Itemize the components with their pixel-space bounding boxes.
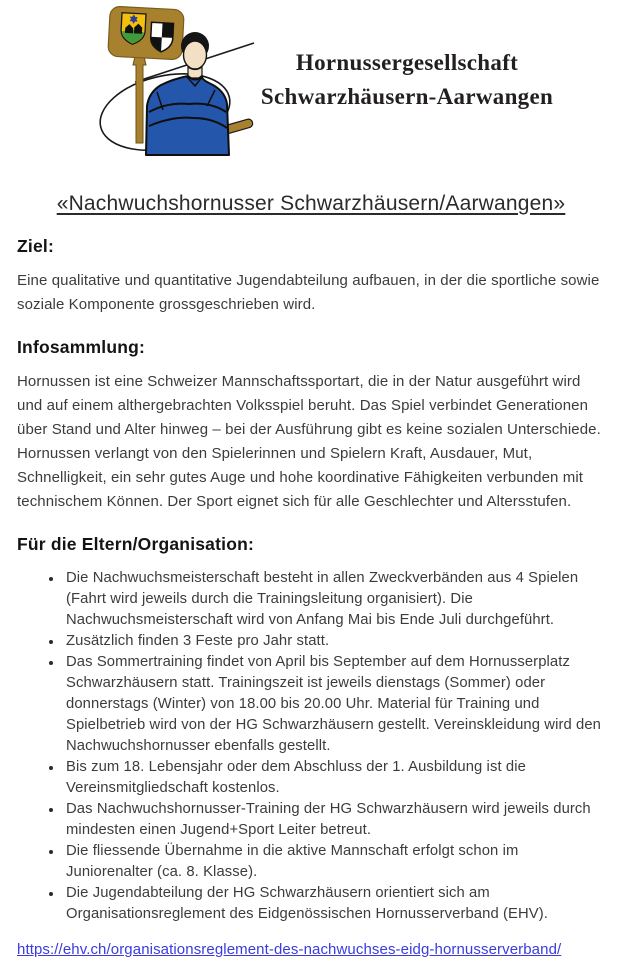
section-heading-eltern: Für die Eltern/Organisation: [17, 534, 255, 554]
ehv-reglement-link[interactable]: https://ehv.ch/organisationsreglement-des-nachwuchses-eidg-hornusserverband/ [17, 941, 562, 958]
club-name-line2: Schwarzhäusern-Aarwangen [260, 84, 554, 109]
bullet-item-6: • Die fliessende Übernahme in die aktive Mannschaft erfolgt schon im Juniorenalter (ca. 8. Klasse). [63, 841, 605, 883]
section-heading-ziel: Ziel: [17, 236, 54, 256]
bullet-item-4: • Bis zum 18. Lebensjahr oder dem Abschluss der 1. Ausbildung ist die Vereinsmitgliedschaft kostenlos. [63, 757, 605, 799]
infosammlung-paragraph: Hornussen ist eine Schweizer Mannschaftssportart, die in der Natur ausgeführt wird und auf einem althergebrachten Volksspiel beruht. Das Spiel verbindet Generationen über Stand und Alter hinweg – bei der Ausführung gibt es keine sozialen Unterschiede. Hornussen verlangt von den Spielerinnen und Spielern Kraft, Ausdauer, Mut, Schnelligkeit, ein sehr gutes Auge und hohe koordinative Fähigkeiten verbunden mit technischem Können. Der Sport eignet sich für alle Geschlechter und Altersstufen. [17, 373, 601, 510]
bullet-item-5: • Das Nachwuchshornusser-Training der HG Schwarzhäusern wird jeweils durch mindesten einen Jugend+Sport Leiter betreut. [63, 799, 605, 841]
club-name-line1: Hornussergesellschaft [295, 50, 519, 75]
bullet-item-2: • Zusätzlich finden 3 Feste pro Jahr statt. [63, 631, 605, 652]
club-name [239, 46, 575, 114]
page-title: «Nachwuchshornusser Schwarzhäusern/Aarwangen» [56, 192, 566, 215]
schindel-pole-icon [133, 52, 146, 143]
bullet-item-7: • Die Jugendabteilung der HG Schwarzhäusern orientiert sich am Organisationsreglement des Eidgenössischen Hornusserverband (EHV). [63, 883, 605, 925]
eltern-bullet-list [17, 568, 605, 925]
bullet-item-1: • Die Nachwuchsmeisterschaft besteht in allen Zweckverbänden aus 4 Spielen (Fahrt wird jeweils durch die Trainingsleitung organisiert). Die Nachwuchsmeisterschaft wird von Anfang Mai bis Ende Juli durchgeführt. [63, 568, 605, 631]
bullet-item-3: • Das Sommertraining findet von April bis September auf dem Hornusserplatz Schwarzhäusern statt. Trainingszeit ist jeweils dienstags (Sommer) oder donnerstags (Winter) von 18.00 bis 20.00 Uhr. Material für Training und Spielbetrieb wird von der HG Schwarzhäusern gestellt. Vereinskleidung wird den Nachwuchshornusser ebenfalls gestellt. [63, 652, 605, 757]
schindel-board-icon [108, 6, 185, 60]
ziel-paragraph: Eine qualitative und quantitative Jugendabteilung aufbauen, in der die sportliche sowie soziale Komponente grossgeschrieben wird. [17, 272, 600, 313]
section-heading-infosammlung: Infosammlung: [17, 337, 146, 357]
club-logo-icon [93, 6, 255, 161]
club-header [17, 4, 605, 162]
